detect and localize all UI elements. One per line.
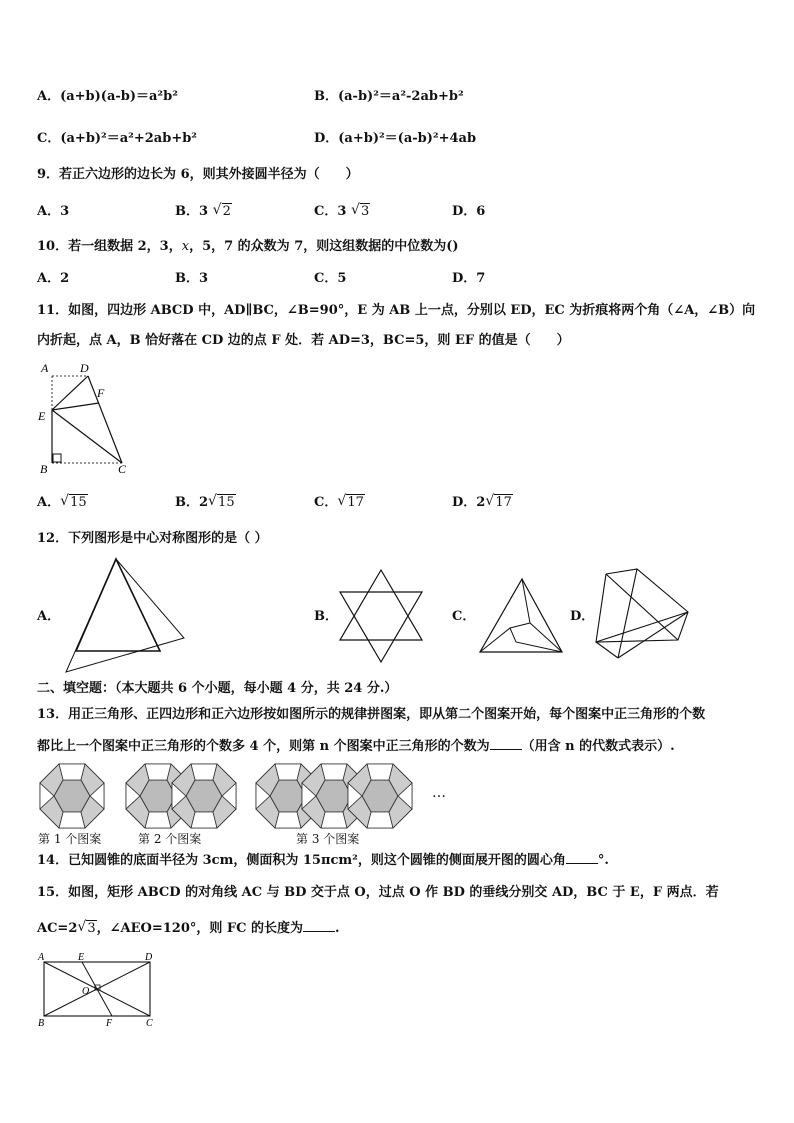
q13-ellipsis: … (432, 785, 446, 801)
q11-option-c: C．√ 17 (314, 494, 365, 512)
q11-option-a: A．√ 15 (37, 494, 88, 512)
q8-option-a: A．(a+b)(a-b)＝a²b² (37, 89, 178, 104)
q13-caption-2: 第 2 个图案 (138, 832, 202, 846)
q13-caption-1: 第 1 个图案 (38, 832, 102, 846)
q11-label-d: D (80, 361, 89, 375)
q9-option-d: D．6 (452, 204, 486, 219)
q8-option-c: C．(a+b)²＝a²+2ab+b² (37, 131, 197, 146)
q15-label-b: B (38, 1018, 45, 1029)
q12-option-a-label: A． (37, 609, 61, 624)
q12-stem: 12．下列图形是中心对称图形的是（ ） (37, 531, 268, 546)
q8-option-d: D．(a+b)²＝(a-b)²+4ab (314, 131, 477, 146)
q8-option-b: B．(a-b)²＝a²-2ab+b² (314, 89, 464, 104)
q12-option-c-label: C． (452, 609, 476, 624)
q11-figure (36, 360, 136, 478)
q11-stem-line2: 内折起，点 A，B 恰好落在 CD 边的点 F 处．若 AD=3，BC=5，则 EF 的值是（ ） (37, 333, 570, 348)
q9-stem: 9．若正六边形的边长为 6，则其外接圆半径为（ ） (37, 167, 359, 182)
q9-option-a: A．3 (37, 204, 70, 219)
q9-option-c: C．3 √ 3 (314, 203, 370, 221)
q10-stem: 10．若一组数据 2，3，x，5，7 的众数为 7，则这组数据的中位数为() (37, 239, 459, 254)
q15-stem-line2: AC=2√ 3，∠AEO=120°，则 FC 的长度为 . (37, 920, 340, 938)
q15-label-c: C (146, 1018, 153, 1029)
q11-option-b: B．2√ 15 (175, 494, 236, 512)
q15-figure (34, 950, 164, 1032)
q11-label-a: A (41, 361, 49, 375)
q10-option-b: B．3 (175, 271, 209, 286)
q11-label-e: E (38, 409, 46, 423)
q9-option-b: B．3 √ 2 (175, 203, 232, 221)
q12-figure-d (592, 566, 692, 662)
q11-label-c: C (118, 462, 127, 476)
q12-option-b-label: B． (314, 609, 338, 624)
q11-label-f: F (97, 386, 105, 400)
section2-heading: 二、填空题：（本大题共 6 个小题，每小题 4 分，共 24 分.） (37, 681, 398, 696)
q11-stem-line1: 11．如图，四边形 ABCD 中，AD∥BC，∠B=90°，E 为 AB 上一点，分别以 ED，EC 为折痕将两个角（∠A，∠B）向 (37, 303, 756, 318)
q15-label-a: A (38, 952, 45, 963)
q13-caption-3: 第 3 个图案 (296, 832, 360, 846)
q14-stem: 14．已知圆锥的底面半径为 3cm，侧面积为 15πcm²，则这个圆锥的侧面展开图的圆心角 °. (37, 853, 609, 868)
q15-label-f: F (106, 1018, 113, 1029)
q12-figure-a (60, 556, 188, 676)
q15-label-d: D (145, 952, 153, 963)
q15-label-o: O (82, 986, 90, 997)
q13-stem-line2: 都比上一个图案中正三角形的个数多 4 个，则第 n 个图案中正三角形的个数为 （用含 n 的代数式表示）. (37, 739, 675, 754)
q12-figure-b (336, 568, 426, 664)
q12-option-d-label: D． (570, 609, 595, 624)
q15-label-e: E (78, 952, 85, 963)
q13-patterns (38, 762, 448, 830)
q15-stem-line1: 15．如图，矩形 ABCD 的对角线 AC 与 BD 交于点 O，过点 O 作 BD 的垂线分别交 AD，BC 于 E，F 两点．若 (37, 885, 719, 900)
q11-label-b: B (40, 462, 48, 476)
q11-option-d: D．2√ 17 (452, 494, 513, 512)
q10-option-a: A．2 (37, 271, 70, 286)
q12-figure-c (476, 576, 566, 656)
q10-option-d: D．7 (452, 271, 486, 286)
q10-option-c: C．5 (314, 271, 347, 286)
q13-stem-line1: 13．用正三角形、正四边形和正六边形按如图所示的规律拼图案，即从第二个图案开始，每个图案中正三角形的个数 (37, 707, 706, 722)
